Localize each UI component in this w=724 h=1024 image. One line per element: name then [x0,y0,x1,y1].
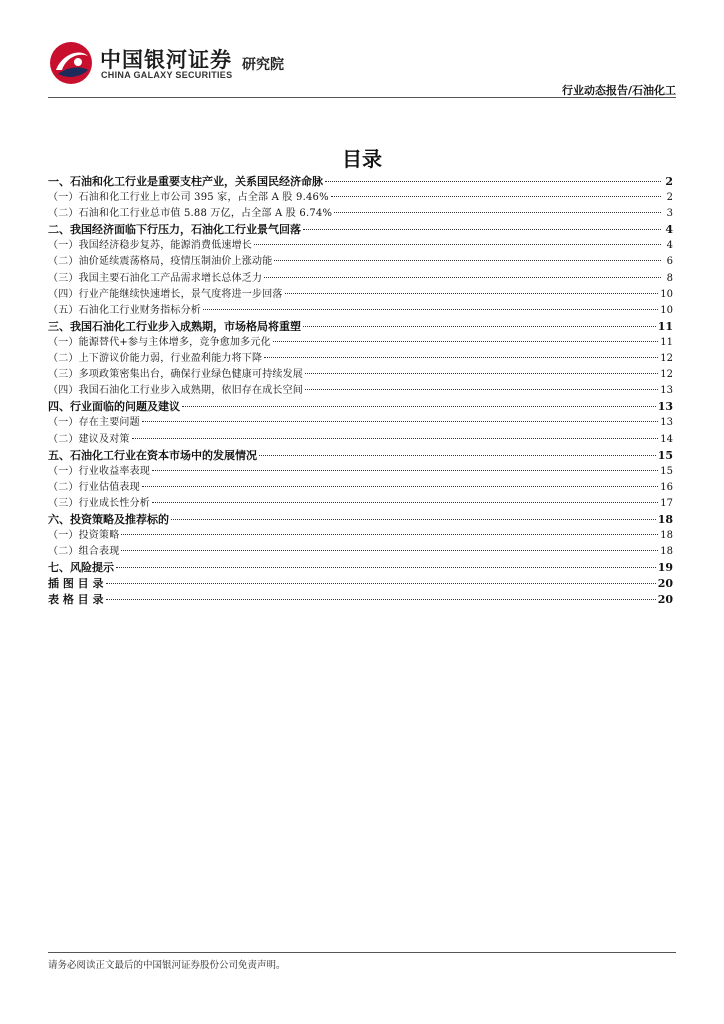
toc-page-number: 15 [657,448,673,462]
toc-leader-dots [121,550,658,551]
toc-page-number: 20 [657,577,673,591]
toc-leader-dots [334,212,661,213]
toc-entry-text: （二）行业估值表现 [48,481,140,493]
logo-english-name: CHINA GALAXY SECURITIES [101,70,233,80]
toc-page-number: 3 [666,208,673,220]
toc-entry-text: 三、我国石油化工行业步入成熟期，市场格局将重塑 [48,319,301,333]
toc-subsection-entry[interactable] [48,271,673,287]
toc-section-entry[interactable] [48,399,673,415]
toc-entry-text: 六、投资策略及推荐标的 [48,512,169,526]
toc-entry-text: （二）建议及对策 [48,433,130,445]
institute-label: 研究院 [242,57,284,73]
toc-section-entry[interactable] [48,222,673,238]
toc-leader-dots [106,583,656,584]
toc-leader-dots [274,260,661,261]
toc-entry-text: （一）存在主要问题 [48,417,140,429]
toc-leader-dots [303,229,661,230]
toc-page-number: 13 [660,417,673,429]
toc-leader-dots [305,373,658,374]
toc-leader-dots [152,470,658,471]
disclaimer-note: 请务必阅读正文最后的中国银河证券股份公司免责声明。 [48,960,286,971]
toc-entry-text: （一）我国经济稳步复苏，能源消费低速增长 [48,240,252,252]
toc-leader-dots [303,326,656,327]
toc-page-number: 12 [660,369,673,381]
toc-leader-dots [182,406,656,407]
toc-leader-dots [325,181,661,182]
toc-entry-text: （四）行业产能继续快速增长，景气度将进一步回落 [48,288,283,300]
toc-page-number: 13 [657,400,673,414]
toc-page-number: 4 [665,223,673,237]
toc-section-entry[interactable] [48,448,673,464]
toc-leader-dots [331,196,661,197]
toc-subsection-entry[interactable] [48,287,673,303]
toc-entry-text: （二）油价延续震荡格局，疫情压制油价上涨动能 [48,256,273,268]
page-header [48,38,676,98]
toc-entry-text: 七、风险提示 [48,561,114,575]
toc-entry-text: （三）多项政策密集出台，确保行业绿色健康可持续发展 [48,369,303,381]
toc-leader-dots [132,438,659,439]
toc-leader-dots [285,293,659,294]
toc-page-number: 11 [657,319,673,333]
toc-page-number: 6 [666,256,673,268]
toc-entry-text: （一）石油和化工行业上市公司 395 家，占全部 A 股 9.46% [48,192,329,204]
toc-entry-text: （三）行业成长性分析 [48,497,150,509]
toc-page-number: 2 [666,192,673,204]
toc-subsection-entry[interactable] [48,415,673,431]
report-type: 行业动态报告/石油化工 [561,84,676,97]
toc-entry-text: 一、石油和化工行业是重要支柱产业，关系国民经济命脉 [48,175,323,188]
toc-subsection-entry[interactable] [48,238,673,254]
toc-title: 目录 [342,147,382,171]
toc-page-number: 19 [657,561,673,575]
toc-subsection-entry[interactable] [48,480,673,496]
toc-leader-dots [273,341,658,342]
toc-entry-text: （一）投资策略 [48,530,120,542]
toc-page-number: 18 [660,546,673,558]
toc-entry-text: 表 格 目 录 [48,593,104,607]
toc-entry-text: （三）我国主要石油化工产品需求增长总体乏力 [48,272,263,284]
toc-subsection-entry[interactable] [48,206,673,222]
toc-leader-dots [203,309,658,310]
toc-entry-text: 四、行业面临的问题及建议 [48,400,180,414]
toc-entry-text: （四）我国石油化工行业步入成熟期，依旧存在成长空间 [48,385,303,397]
toc-page-number: 2 [665,175,673,188]
toc-entry-text: 五、石油化工行业在资本市场中的发展情况 [48,448,257,462]
toc-leader-dots [121,534,658,535]
toc-entry-text: 插 图 目 录 [48,577,104,591]
toc-entry-text: （五）石油化工行业财务指标分析 [48,304,201,316]
toc-subsection-entry[interactable] [48,496,673,512]
footer-divider [48,952,676,953]
header-divider [48,97,676,98]
toc-section-entry[interactable] [48,174,673,190]
toc-entry-text: （一）行业收益率表现 [48,465,150,477]
toc-leader-dots [116,567,656,568]
toc-leader-dots [152,502,658,503]
toc-entry-text: 二、我国经济面临下行压力，石油化工行业景气回落 [48,223,301,237]
toc-page-number: 14 [660,433,673,445]
toc-subsection-entry[interactable] [48,190,673,206]
toc-subsection-entry[interactable] [48,303,673,319]
table-of-contents [48,174,673,609]
toc-page-number: 4 [666,240,673,252]
toc-leader-dots [305,389,658,390]
toc-page-number: 13 [660,385,673,397]
toc-leader-dots [254,244,661,245]
toc-section-entry[interactable] [48,319,673,335]
toc-leader-dots [142,486,658,487]
toc-entry-text: （二）上下游议价能力弱，行业盈利能力将下降 [48,353,263,365]
toc-subsection-entry[interactable] [48,528,673,544]
toc-section-entry[interactable] [48,576,673,592]
toc-page-number: 8 [666,272,673,284]
toc-page-number: 10 [660,304,673,316]
toc-leader-dots [264,277,661,278]
toc-entry-text: （一）能源替代+参与主体增多，竞争愈加多元化 [48,336,271,348]
toc-subsection-entry[interactable] [48,367,673,383]
toc-page-number: 17 [660,497,673,509]
toc-page-number: 18 [660,530,673,542]
toc-leader-dots [259,455,656,456]
toc-page-number: 16 [660,481,673,493]
toc-subsection-entry[interactable] [48,464,673,480]
toc-section-entry[interactable] [48,512,673,528]
toc-section-entry[interactable] [48,560,673,576]
toc-entry-text: （二）组合表现 [48,546,120,558]
toc-page-number: 11 [660,336,673,348]
galaxy-logo-icon [48,40,94,86]
toc-entry-text: （二）石油和化工行业总市值 5.88 万亿，占全部 A 股 6.74% [48,208,333,220]
toc-page-number: 15 [660,465,673,477]
toc-subsection-entry[interactable] [48,432,673,448]
toc-page-number: 20 [657,593,673,607]
toc-page-number: 18 [657,512,673,526]
logo-chinese-name: 中国银河证券 [100,48,232,72]
toc-subsection-entry[interactable] [48,254,673,270]
toc-leader-dots [171,519,656,520]
toc-subsection-entry[interactable] [48,383,673,399]
toc-section-entry[interactable] [48,592,673,608]
toc-page-number: 12 [660,353,673,365]
toc-leader-dots [142,421,658,422]
toc-subsection-entry[interactable] [48,351,673,367]
toc-leader-dots [106,599,656,600]
toc-subsection-entry[interactable] [48,335,673,351]
toc-leader-dots [264,357,658,358]
toc-subsection-entry[interactable] [48,544,673,560]
toc-page-number: 10 [660,288,673,300]
